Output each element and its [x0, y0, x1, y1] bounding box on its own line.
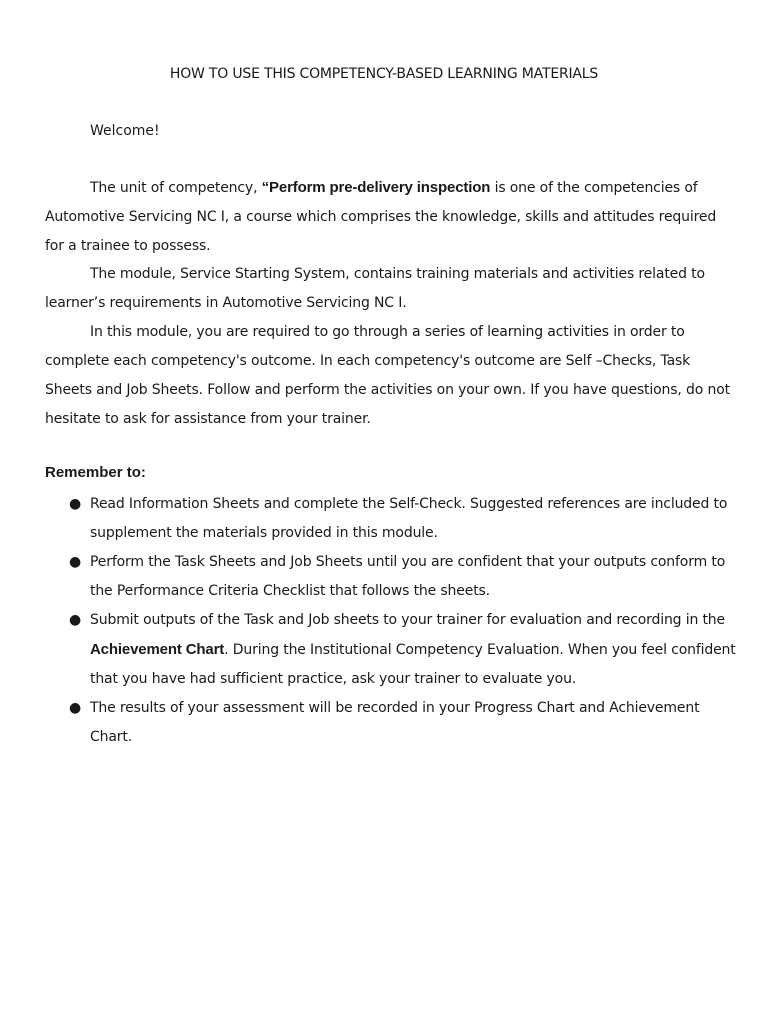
list-item	[67, 694, 737, 752]
remember-list	[67, 490, 737, 752]
document-title: HOW TO USE THIS COMPETENCY-BASED LEARNING MATERIALS	[169, 66, 599, 82]
achievement-chart-term: Achievement Chart	[90, 641, 225, 658]
list-item-text: The results of your assessment will be recorded in your Progress Chart and Achievement Chart.	[90, 700, 700, 745]
list-item-text: Submit outputs of the Task and Job sheets to your trainer for evaluation and recording in the	[90, 612, 725, 628]
bullet-icon: ●	[69, 496, 82, 512]
list-item	[67, 548, 737, 606]
paragraph-learning-activities	[45, 318, 735, 434]
list-item	[67, 606, 737, 694]
list-item-text: Perform the Task Sheets and Job Sheets until you are confident that your outputs conform to the Performance Criteria Checklist that follows the sheets.	[90, 554, 726, 599]
list-item-text: . During the Institutional Competency Evaluation. When you feel confident that you have had sufficient practice, ask your trainer to evaluate you.	[90, 642, 736, 687]
competency-name: “Perform pre-delivery inspection	[261, 179, 491, 196]
list-item	[67, 490, 737, 548]
paragraph-unit-of-competency	[45, 173, 735, 261]
paragraph-text: In this module, you are required to go through a series of learning activities in order to complete each competency's outcome. In each competency's outcome are Self –Checks, Task Sheets and Job Sheets. Follow and perform the activities on your own. If you have questions, do not hesitate to ask for assistance from your trainer.	[45, 324, 730, 427]
paragraph-text: The unit of competency,	[90, 180, 262, 196]
bullet-icon: ●	[69, 700, 82, 716]
welcome-text: Welcome!	[90, 123, 160, 139]
bullet-icon: ●	[69, 554, 82, 570]
remember-heading: Remember to:	[45, 464, 146, 481]
paragraph-module	[45, 260, 735, 318]
paragraph-text: The module, Service Starting System, contains training materials and activities related to learner’s requirements in Automotive Servicing NC I.	[45, 266, 705, 311]
list-item-text: Read Information Sheets and complete the Self-Check. Suggested references are included to supplement the materials provided in this module.	[90, 496, 728, 541]
bullet-icon: ●	[69, 612, 82, 628]
paragraph-text: is one of the competencies of Automotive Servicing NC I, a course which comprises the knowledge, skills and attitudes required for a trainee to possess.	[45, 180, 717, 254]
